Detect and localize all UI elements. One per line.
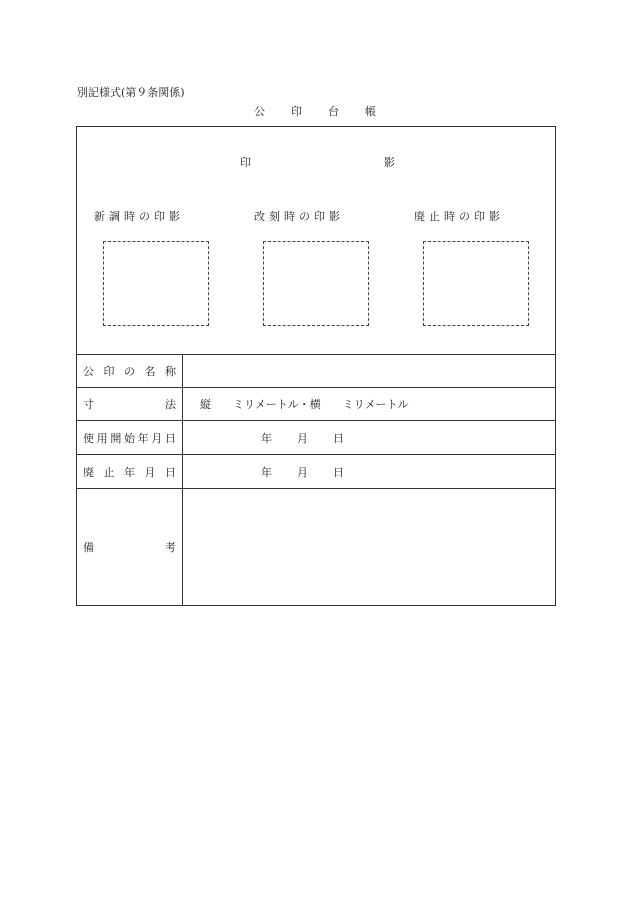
stamp-box-abolished[interactable] <box>423 241 529 326</box>
ledger-table <box>76 126 556 606</box>
dimensions-field[interactable] <box>183 388 555 420</box>
day-label: 日 <box>333 431 344 445</box>
impression-label-abolished: 廃止時の印影 <box>414 210 504 223</box>
year-label: 年 <box>261 431 272 445</box>
unit-horizontal: ミリメートル <box>342 398 409 411</box>
form-reference: 別記様式(第９条関係) <box>77 86 185 99</box>
row-dimensions <box>77 388 555 421</box>
impression-section <box>77 127 555 355</box>
stamp-box-new[interactable] <box>103 241 209 326</box>
label-text: 寸 法 <box>83 398 176 411</box>
label-text: 廃 止 年 月 日 <box>83 465 176 479</box>
row-label-remarks <box>77 489 183 605</box>
ledger-title: 公印台帳 <box>254 105 402 118</box>
row-remarks <box>77 489 555 605</box>
vertical-label: 縦 <box>200 398 211 411</box>
seal-name-field[interactable] <box>183 354 555 387</box>
row-seal-name <box>77 354 555 388</box>
month-label: 月 <box>297 431 308 445</box>
row-abolish-date <box>77 455 555 489</box>
label-text: 公 印 の 名 称 <box>83 364 176 378</box>
row-label-abolish-date <box>77 455 183 488</box>
impression-heading-left: 印 <box>240 156 251 169</box>
day-label: 日 <box>333 465 344 479</box>
label-text: 使 用 開 始 年 月 日 <box>83 431 176 445</box>
impression-heading-right: 影 <box>384 156 395 169</box>
stamp-box-recarved[interactable] <box>263 241 369 326</box>
row-start-date <box>77 421 555 455</box>
label-text: 備 考 <box>83 541 176 554</box>
month-label: 月 <box>297 465 308 479</box>
row-label-start-date <box>77 421 183 454</box>
unit-vertical: ミリメートル・横 <box>233 398 321 411</box>
start-date-field[interactable] <box>183 421 555 454</box>
impression-label-recarved: 改刻時の印影 <box>254 210 344 223</box>
row-label-dimensions <box>77 388 183 420</box>
row-label-seal-name <box>77 354 183 387</box>
remarks-field[interactable] <box>183 489 555 605</box>
impression-label-new: 新調時の印影 <box>94 210 184 223</box>
year-label: 年 <box>261 465 272 479</box>
abolish-date-field[interactable] <box>183 455 555 488</box>
